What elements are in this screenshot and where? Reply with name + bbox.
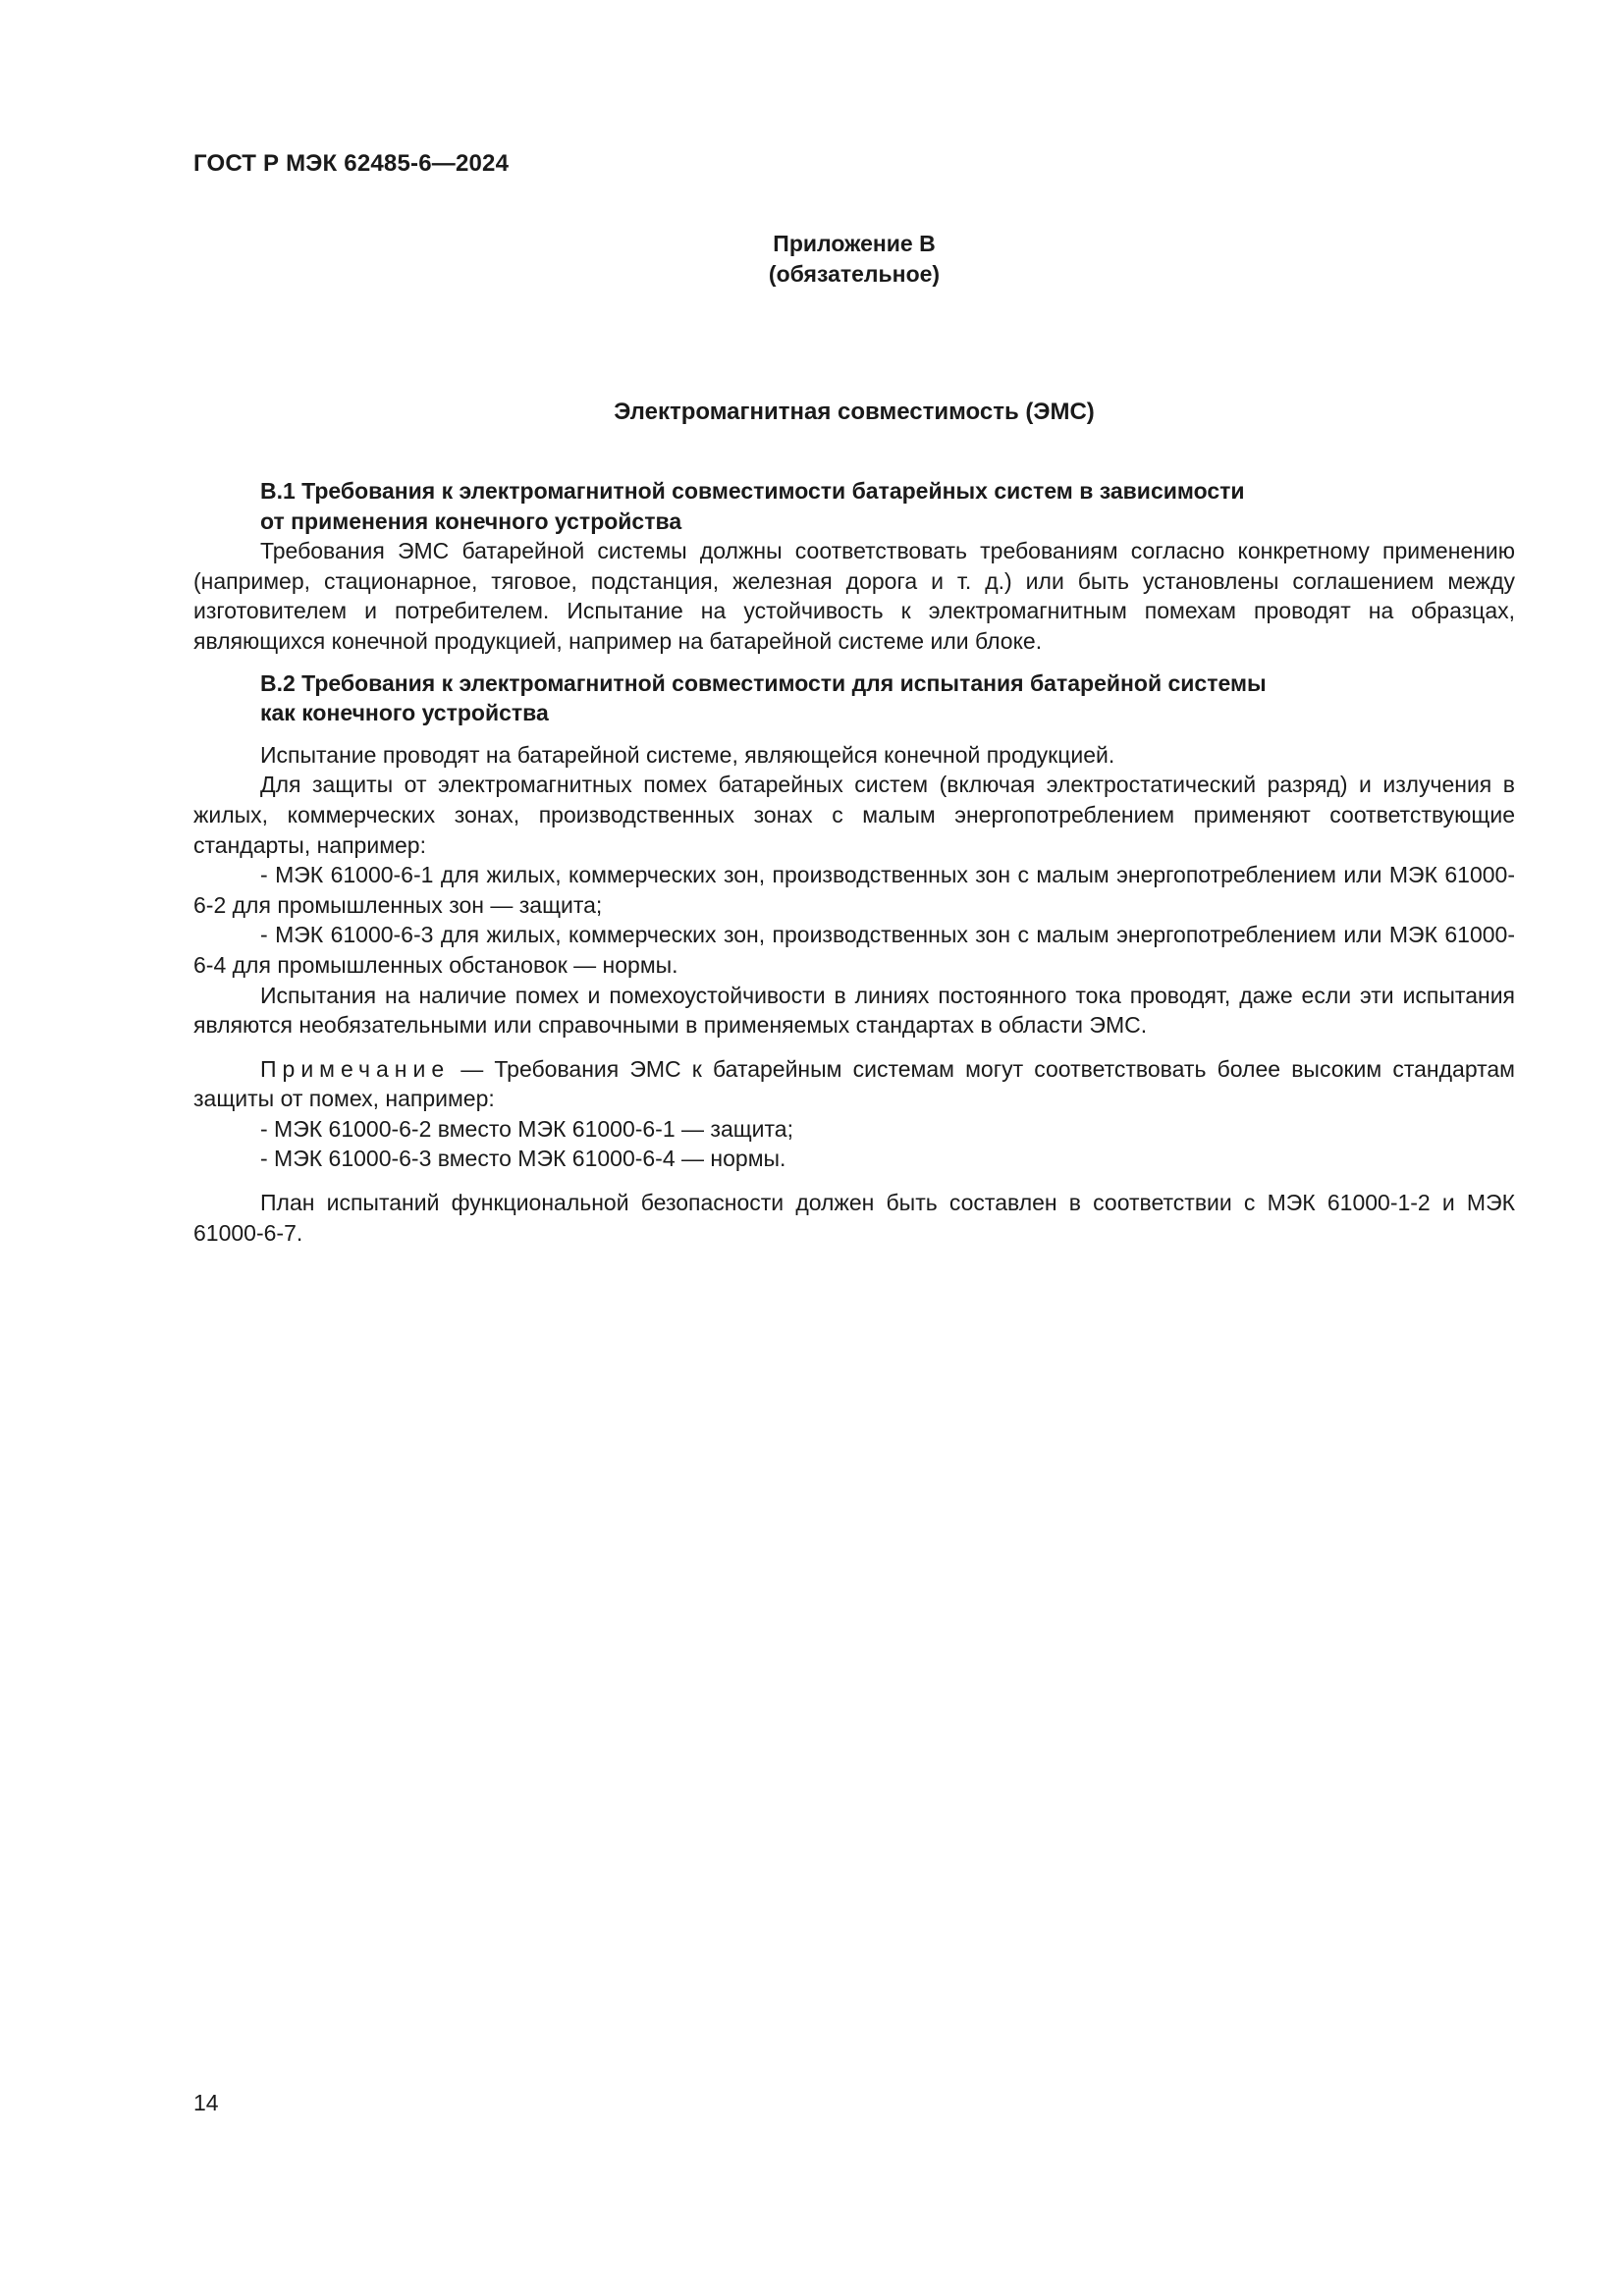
section-b2-paragraph-3: Испытания на наличие помех и помехоустойчивости в линиях постоянного тока проводят, даже если эти испытания являются необязательными или справочными в применяемых стандартах в области ЭМС. [193,982,1515,1039]
document-body [193,476,1515,1248]
section-b2-paragraph-2: Для защиты от электромагнитных помех батарейных систем (включая электростатический разряд) и излучения в жилых, коммерческих зонах, производственных зонах с малым энергопотреблением применяют соответствующие стандарты, например: [193,772,1515,858]
document-code-header: ГОСТ Р МЭК 62485-6—2024 [193,150,510,177]
annex-title: Электромагнитная совместимость (ЭМС) [614,399,1095,425]
annex-number: Приложение В [773,231,936,256]
section-b1-paragraph: Требования ЭМС батарейной системы должны соответствовать требованиям согласно конкретному применению (например, стационарное, тяговое, подстанция, железная дорога и т. д.) или быть установлены соглашением между изготовителем и потребителем. Испытание на устойчивость к электромагнитным помехам проводят на образцах, являющихся конечной продукцией, например на батарейной системе или блоке. [193,538,1515,654]
section-b2-list-item-2: - МЭК 61000-6-3 для жилых, коммерческих зон, производственных зон с малым энергопотреблением или МЭК 61000-6-4 для промышленных обстановок — нормы. [193,922,1515,978]
note-list-item-2: - МЭК 61000-6-3 вместо МЭК 61000-6-4 — нормы. [260,1146,786,1172]
section-b2-heading-line1: В.2 Требования к электромагнитной совместимости для испытания батарейной системы [260,669,1267,696]
section-b2-list-item-1: - МЭК 61000-6-1 для жилых, коммерческих зон, производственных зон с малым энергопотреблением или МЭК 61000-6-2 для промышленных зон — защита; [193,862,1515,918]
closing-paragraph: План испытаний функциональной безопасности должен быть составлен в соответствии с МЭК 61000-1-2 и МЭК 61000-6-7. [193,1190,1515,1246]
page-number: 14 [193,2090,219,2115]
note-paragraph [193,1054,1515,1114]
section-b2 [193,668,1515,1041]
note-text: — Требования ЭМС к батарейным системам могут соответствовать более высоким стандартам защиты от помех, например: [193,1055,1515,1112]
annex-status: (обязательное) [768,261,941,287]
note-block [193,1054,1515,1174]
section-b1-heading-line2: от применения конечного устройства [260,507,682,534]
note-list-item-1: - МЭК 61000-6-2 вместо МЭК 61000-6-1 — защита; [260,1115,793,1142]
section-b2-paragraph-1: Испытание проводят на батарейной системе, являющейся конечной продукцией. [260,741,1115,768]
note-label: Примечание [260,1055,451,1082]
annex-label [193,229,1515,290]
section-b1 [193,476,1515,657]
section-b2-heading-line2: как конечного устройства [260,700,549,726]
section-b1-heading-line1: В.1 Требования к электромагнитной совместимости батарейных систем в зависимости [260,478,1245,504]
